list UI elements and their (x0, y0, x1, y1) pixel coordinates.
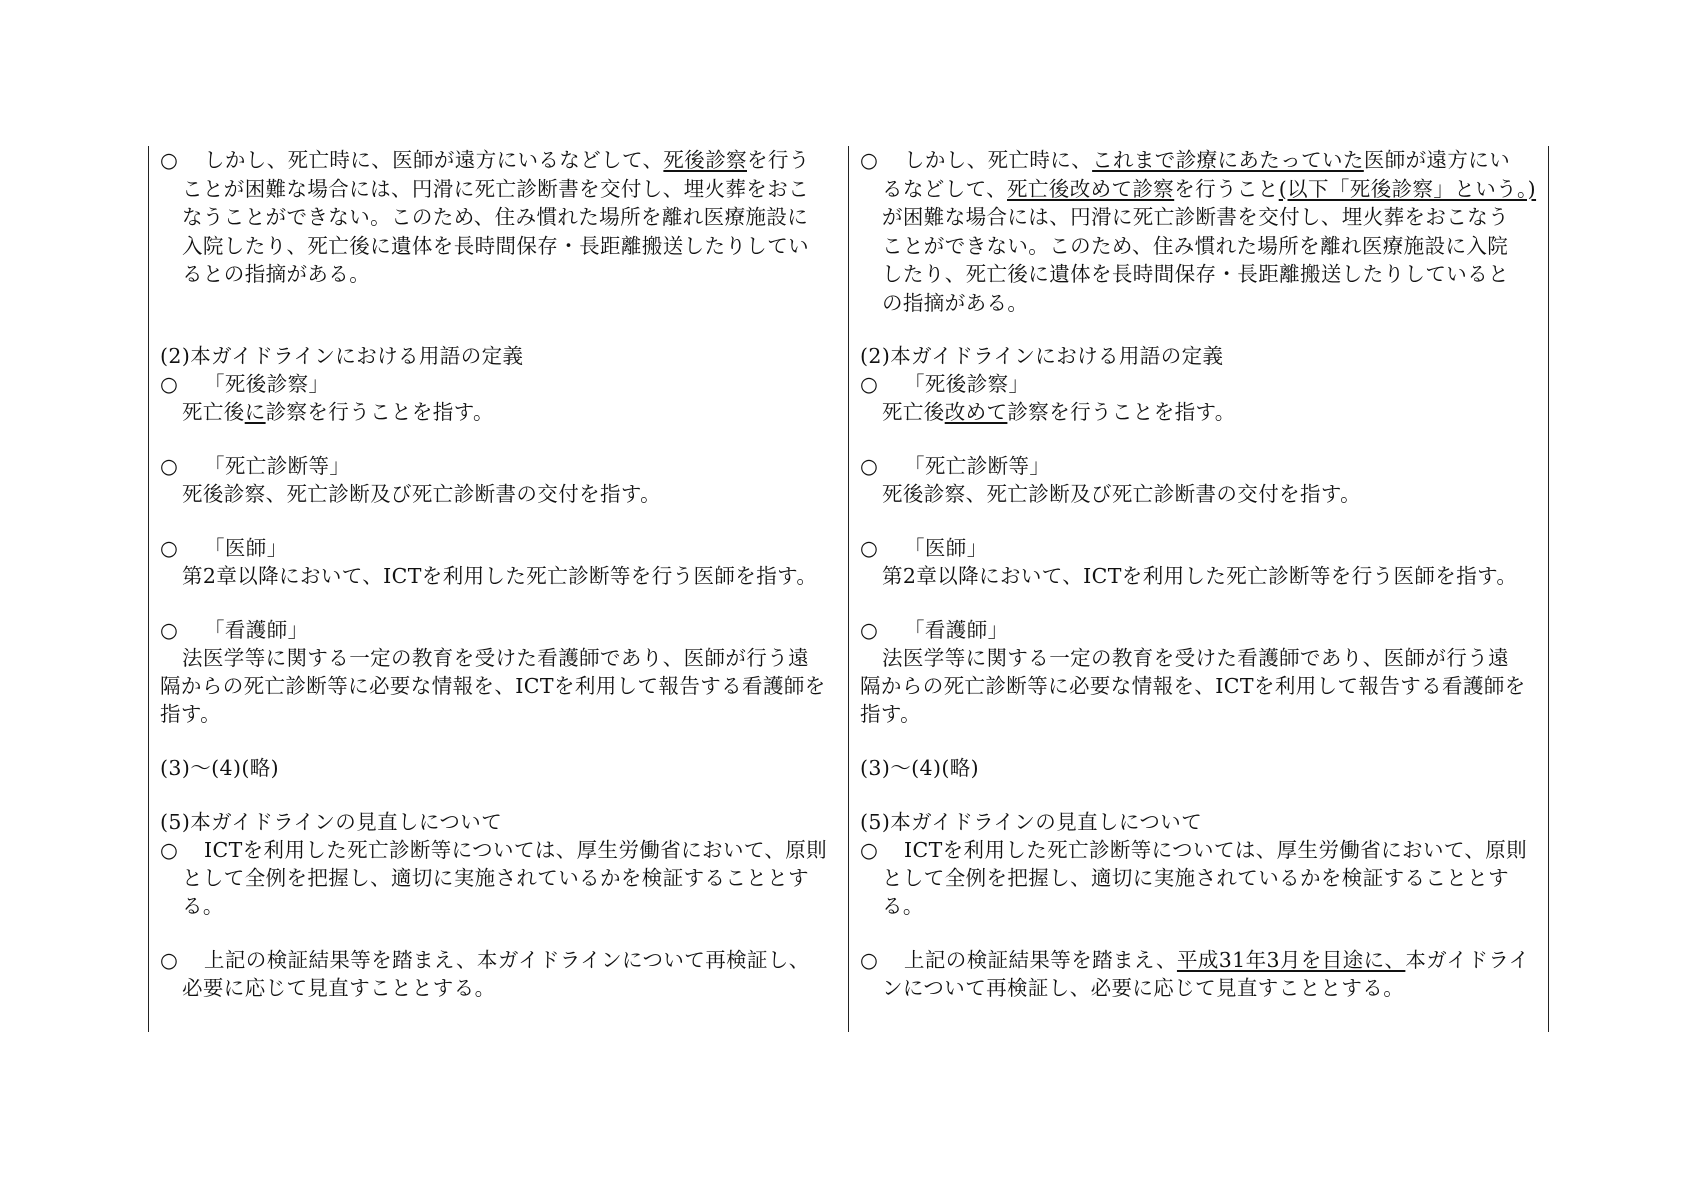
underlined-term: に (244, 400, 266, 424)
definition-text: 死後診察、死亡診断及び死亡診断書の交付を指す。 (182, 482, 662, 506)
definition-text: 死亡後改めて診察を行うことを指す。 (882, 400, 1236, 424)
paragraph-line: 必要に応じて見直すこととする。 (182, 976, 496, 1000)
paragraph-line: したり、死亡後に遺体を長時間保存・長距離搬送したりしていると (882, 262, 1509, 286)
section-heading: (5)本ガイドラインの見直しについて (860, 810, 1203, 834)
definition-text: 死亡後に診察を行うことを指す。 (182, 400, 494, 424)
definition-term: ○ 「死亡診断等」 (860, 454, 1051, 478)
definition-text: 指す。 (860, 702, 922, 726)
definition-text: 隔からの死亡診断等に必要な情報を、ICTを利用して報告する看護師を (860, 674, 1526, 698)
definition-term: ○ 「看護師」 (160, 618, 309, 642)
paragraph-line: ○ 上記の検証結果等を踏まえ、平成31年3月を目途に、本ガイドライ (860, 948, 1530, 972)
underlined-term: 平成31年3月を目途に、 (1176, 948, 1406, 972)
paragraph-line: ○ ICTを利用した死亡診断等については、厚生労働省において、原則 (160, 838, 828, 862)
underlined-term: これまで診療にあたっていた (1092, 148, 1364, 172)
underlined-term: 改めて (944, 400, 1008, 424)
paragraph-line: ことが困難な場合には、円滑に死亡診断書を交付し、埋火葬をおこ (182, 176, 809, 201)
definition-term: ○ 「医師」 (160, 536, 288, 560)
circle-icon: ○ (160, 148, 179, 172)
circle-icon: ○ (160, 618, 179, 642)
paragraph-line: なうことができない。このため、住み慣れた場所を離れ医療施設に (182, 205, 809, 229)
paragraph-line: る。 (882, 894, 924, 918)
circle-icon: ○ (860, 536, 879, 560)
paragraph-line: が困難な場合には、円滑に死亡診断書を交付し、埋火葬をおこなう (882, 205, 1509, 229)
table-border-left (148, 146, 149, 1032)
paragraph-line: ○ ICTを利用した死亡診断等については、厚生労働省において、原則 (860, 838, 1528, 862)
definition-term: ○ 「看護師」 (860, 618, 1009, 642)
paragraph-line: ことができない。このため、住み慣れた場所を離れ医療施設に入院 (882, 233, 1509, 258)
definition-term: ○ 「死亡診断等」 (160, 454, 351, 478)
circle-icon: ○ (160, 838, 179, 862)
circle-icon: ○ (160, 948, 179, 972)
paragraph-line: として全例を把握し、適切に実施されているかを検証することとす (882, 866, 1509, 890)
paragraph-line: ンについて再検証し、必要に応じて見直すこととする。 (882, 976, 1405, 1000)
paragraph-line: る。 (182, 894, 224, 918)
section-heading: (3)～(4)(略) (160, 756, 280, 780)
paragraph-line: ○ 上記の検証結果等を踏まえ、本ガイドラインについて再検証し、 (160, 948, 810, 972)
definition-text: 隔からの死亡診断等に必要な情報を、ICTを利用して報告する看護師を (160, 674, 826, 698)
section-heading: (2)本ガイドラインにおける用語の定義 (160, 344, 524, 368)
circle-icon: ○ (160, 454, 179, 478)
paragraph-line: 入院したり、死亡後に遺体を長時間保存・長距離搬送したりしてい (182, 233, 809, 258)
circle-icon: ○ (160, 536, 179, 560)
definition-text: 指す。 (160, 702, 222, 726)
section-heading: (5)本ガイドラインの見直しについて (160, 810, 503, 834)
circle-icon: ○ (860, 618, 879, 642)
paragraph-line: ○ しかし、死亡時に、これまで診療にあたっていた医師が遠方にい (860, 148, 1511, 172)
definition-text: 第2章以降において、ICTを利用した死亡診断等を行う医師を指す。 (882, 564, 1518, 588)
definition-text: 法医学等に関する一定の教育を受けた看護師であり、医師が行う遠 (882, 646, 1509, 670)
section-heading: (3)～(4)(略) (860, 756, 980, 780)
section-heading: (2)本ガイドラインにおける用語の定義 (860, 344, 1224, 368)
paragraph-line: るとの指摘がある。 (182, 262, 371, 286)
definition-term: ○ 「死後診察」 (860, 372, 1030, 396)
underlined-term: (以下「死後診察」という。) (1278, 176, 1537, 201)
circle-icon: ○ (860, 148, 879, 172)
underlined-term: 死亡後改めて診察 (1007, 176, 1175, 201)
circle-icon: ○ (160, 372, 179, 396)
paragraph-line: ○ しかし、死亡時に、医師が遠方にいるなどして、死後診察を行う (160, 148, 810, 172)
paragraph-line: の指摘がある。 (882, 290, 1029, 315)
circle-icon: ○ (860, 948, 879, 972)
circle-icon: ○ (860, 372, 879, 396)
paragraph-line: るなどして、死亡後改めて診察を行うこと(以下「死後診察」という。) (882, 176, 1537, 201)
circle-icon: ○ (860, 454, 879, 478)
circle-icon: ○ (860, 838, 879, 862)
table-divider (848, 146, 849, 1032)
paragraph-line: として全例を把握し、適切に実施されているかを検証することとす (182, 866, 809, 890)
definition-text: 死後診察、死亡診断及び死亡診断書の交付を指す。 (882, 482, 1362, 506)
definition-text: 法医学等に関する一定の教育を受けた看護師であり、医師が行う遠 (182, 646, 809, 670)
definition-term: ○ 「死後診察」 (160, 372, 330, 396)
definition-term: ○ 「医師」 (860, 536, 988, 560)
underlined-term: 死後診察 (663, 148, 747, 172)
definition-text: 第2章以降において、ICTを利用した死亡診断等を行う医師を指す。 (182, 564, 818, 588)
